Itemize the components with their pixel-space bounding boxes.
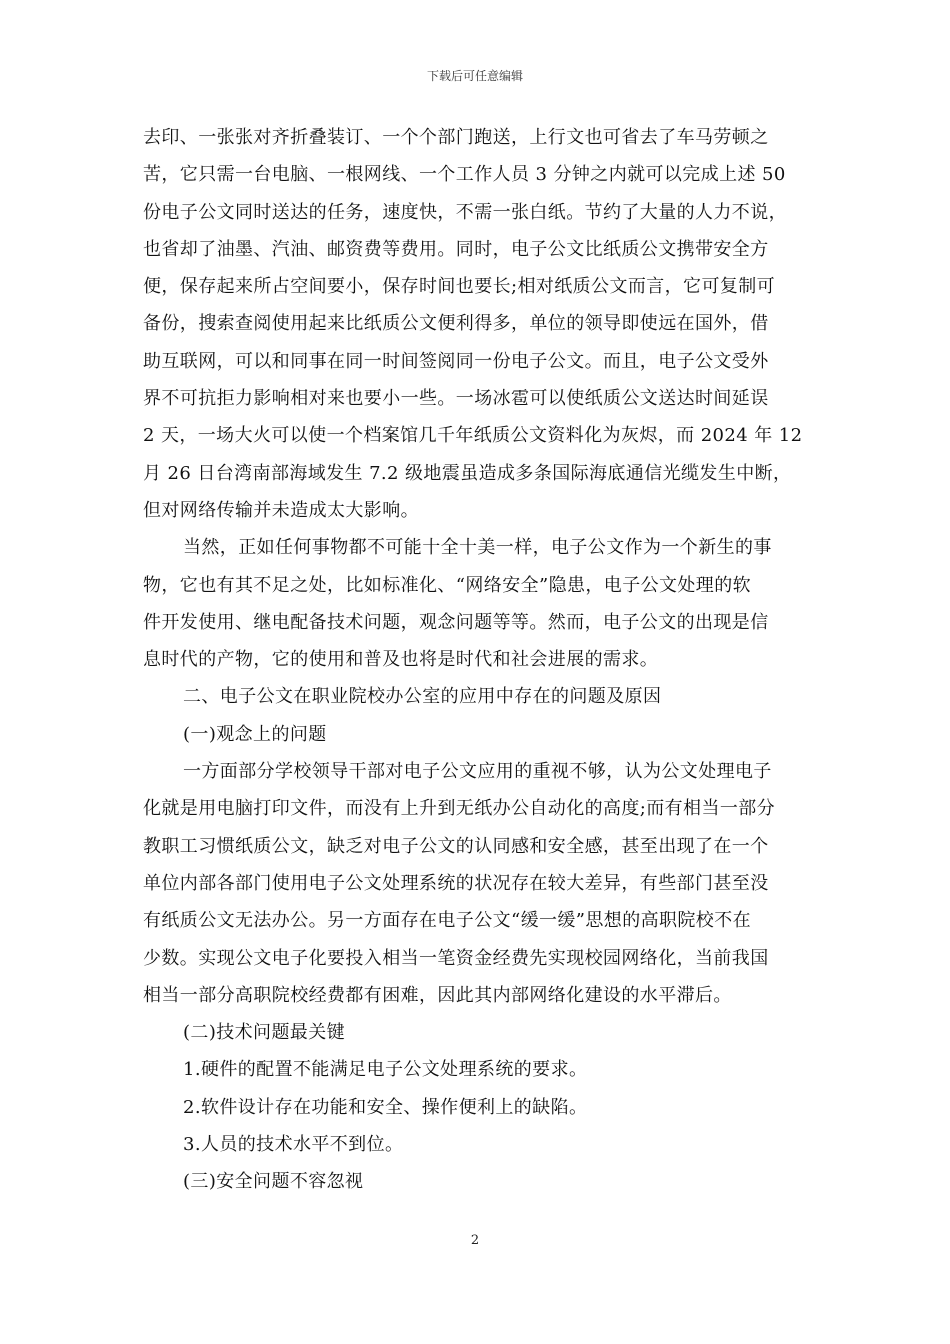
paragraph-start-line: 当然，正如任何事物都不可能十全十美一样，电子公文作为一个新生的事: [183, 537, 772, 559]
body-line: 去印、一张张对齐折叠装订、一个个部门跑送，上行文也可省去了车马劳顿之: [143, 127, 769, 148]
subsection-heading: (一)观念上的问题: [183, 723, 327, 745]
subsection-heading: (三)安全问题不容忽视: [183, 1171, 364, 1193]
body-line: 息时代的产物，它的使用和普及也将是时代和社会进展的需求。: [143, 649, 659, 671]
list-item: 1.硬件的配置不能满足电子公文处理系统的要求。: [183, 1059, 588, 1081]
body-line: 教职工习惯纸质公文，缺乏对电子公文的认同感和安全感，甚至出现了在一个: [143, 835, 769, 857]
list-item: 2.软件设计存在功能和安全、操作便利上的缺陷。: [183, 1096, 588, 1118]
document-body: [143, 119, 815, 1201]
section-heading: 二、电子公文在职业院校办公室的应用中存在的问题及原因: [183, 686, 662, 708]
body-line: 界不可抗拒力影响相对来也要小一些。一场冰雹可以使纸质公文送达时间延误: [143, 388, 769, 410]
body-line: 月 26 日台湾南部海域发生 7.2 级地震虽造成多条国际海底通信光缆发生中断，: [143, 462, 792, 484]
body-line: 2 天，一场大火可以使一个档案馆几千年纸质公文资料化为灰烬，而 2024 年 12: [143, 425, 803, 447]
body-line: 物，它也有其不足之处，比如标准化、“网络安全”隐患，电子公文处理的软: [143, 574, 752, 596]
body-line: 也省却了油墨、汽油、邮资费等费用。同时，电子公文比纸质公文携带安全方: [143, 238, 769, 260]
body-line: 苦，它只需一台电脑、一根网线、一个工作人员 3 分钟之内就可以完成上述 50: [143, 164, 786, 186]
body-line: 备份，搜索查阅使用起来比纸质公文便利得多，单位的领导即使远在国外，借: [143, 313, 769, 335]
body-line: 相当一部分高职院校经费都有困难，因此其内部网络化建设的水平滞后。: [143, 984, 732, 1006]
body-line: 份电子公文同时送达的任务，速度快，不需一张白纸。节约了大量的人力不说，: [143, 201, 787, 223]
body-line: 少数。实现公文电子化要投入相当一笔资金经费先实现校园网络化，当前我国: [143, 947, 769, 969]
paragraph-start-line: 一方面部分学校领导干部对电子公文应用的重视不够，认为公文处理电子: [183, 761, 772, 783]
body-line: 助互联网，可以和同事在同一时间签阅同一份电子公文。而且，电子公文受外: [143, 350, 769, 372]
body-line: 单位内部各部门使用电子公文处理系统的状况存在较大差异，有些部门甚至没: [143, 872, 769, 894]
body-line: 便，保存起来所占空间要小，保存时间也要长;相对纸质公文而言，它可复制可: [143, 276, 776, 298]
body-line: 化就是用电脑打印文件，而没有上升到无纸办公自动化的高度;而有相当一部分: [143, 798, 776, 820]
list-item: 3.人员的技术水平不到位。: [183, 1134, 404, 1156]
page-header: 下载后可任意编辑: [426, 69, 523, 83]
page-number: 2: [470, 1233, 480, 1248]
body-line: 但对网络传输并未造成太大影响。: [143, 499, 419, 521]
subsection-heading: (二)技术问题最关键: [183, 1022, 346, 1044]
body-line: 件开发使用、继电配备技术问题，观念问题等等。然而，电子公文的出现是信: [143, 611, 769, 633]
body-line: 有纸质公文无法办公。另一方面存在电子公文“缓一缓”思想的高职院校不在: [143, 910, 752, 932]
